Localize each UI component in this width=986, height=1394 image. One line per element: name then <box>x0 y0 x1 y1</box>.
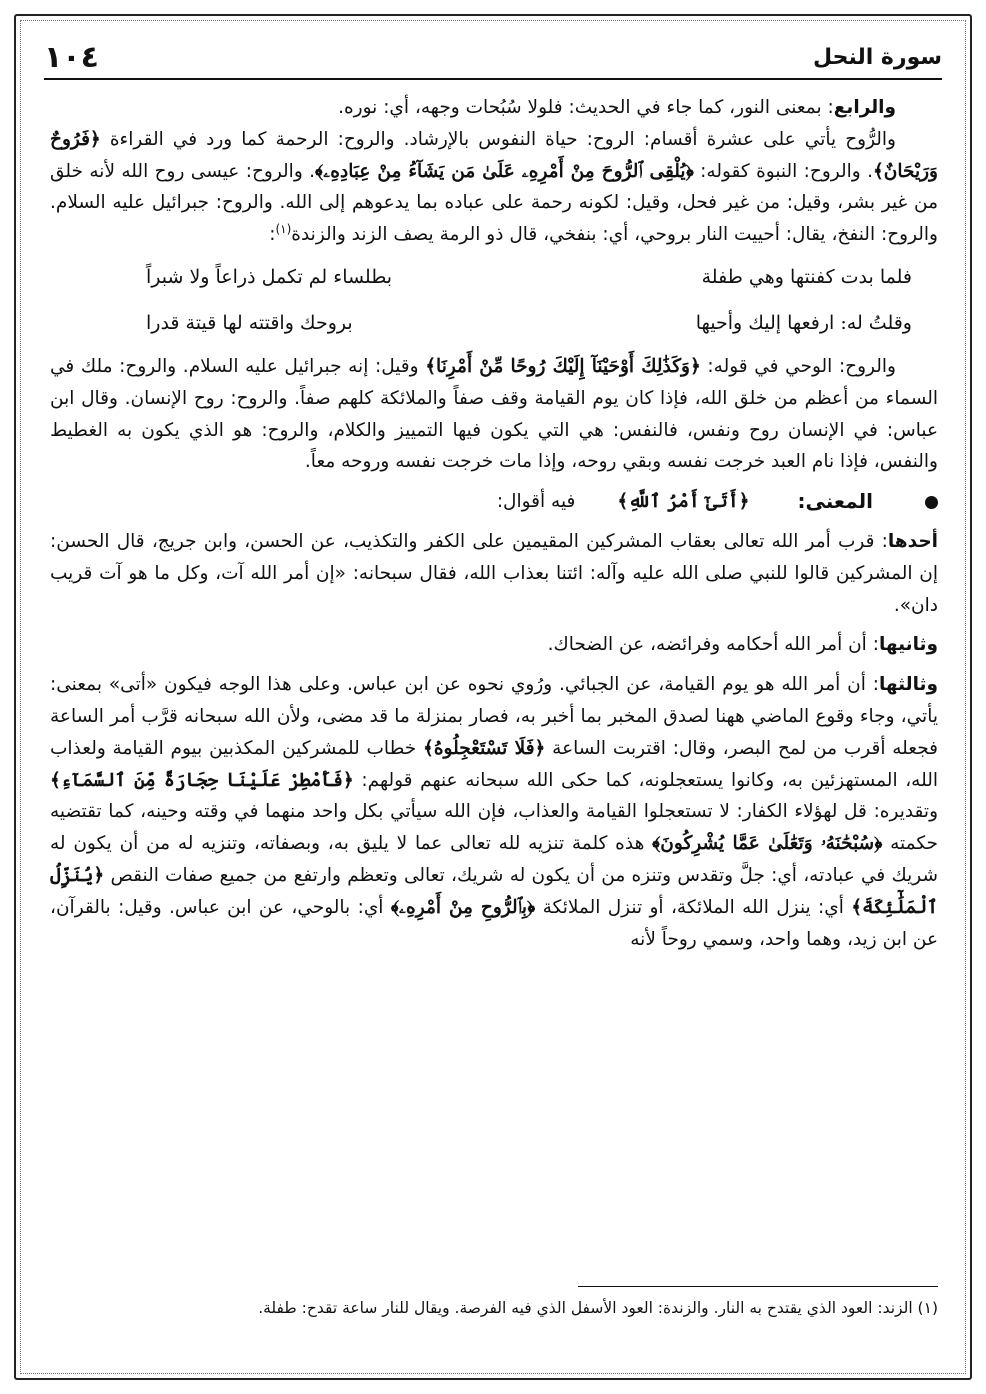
verse-hemistich-right: فلما بدت كفنتها وهي طفلة <box>701 265 912 288</box>
paragraph-first-opinion <box>50 526 938 621</box>
heading-rest: فيه أقوال: <box>496 491 576 513</box>
bullet-icon <box>925 496 938 509</box>
paragraph-text: : أن أمر الله أحكامه وفرائضه، عن الضحاك. <box>547 634 879 656</box>
paragraph-second-opinion <box>50 629 938 661</box>
quran-quote: ﴿فَلَا تَسْتَعْجِلُوهُ﴾ <box>422 737 546 759</box>
text-segment: خطاب للمشركين المكذبين بيوم القيامة ولعذاب الله، المستهزئين به، وكانوا يستعجلونه، كما حكى الله سبحانه عنهم قولهم: <box>50 737 939 791</box>
poetry-verse <box>50 303 938 343</box>
quran-quote: ﴿سُبْحَٰنَهُۥ وَتَعَٰلَىٰ عَمَّا يُشْرِكُونَ﴾ <box>652 833 883 855</box>
paragraph-ruh-meanings <box>50 124 938 251</box>
paragraph-ruh-revelation <box>50 351 938 478</box>
page-body <box>50 92 938 955</box>
poetry-verse <box>50 257 938 297</box>
verse-hemistich-right: وقلتُ له: ارفعها إليك وأحيها <box>695 311 912 334</box>
text-segment: وتقديره: قل لهؤلاء الكفار: لا تستعجلوا القيامة والعذاب، فإن الله سيأتي بكل واحد منهما في وقته وحينه، كما تقتضيه حكمته <box>50 801 938 855</box>
paragraph-label: وثالثها <box>878 674 938 696</box>
quran-quote: ﴿يُنَزِّلُ ٱلْمَلَٰٓئِكَةَ﴾ <box>50 864 939 918</box>
text-segment: . والروح: عيسى روح الله لأنه خلق من غير بشر، وقيل: من غير فحل، وقيل: لكونه رحمة على عباده بما يدعوهم إلى الله. والروح: جبرائيل عليه السلام. والروح: النفخ، يقال: أحييت النار بروحي، أي: بنفخي، قال ذو الرمة يصف الزند والزندة <box>50 160 938 246</box>
quran-quote: ﴿أَتَىٰٓ أَمْرُ ٱللَّهِ﴾ <box>617 491 750 513</box>
paragraph-third-opinion <box>50 669 938 955</box>
text-segment: أي: بالوحي، عن ابن عباس. وقيل: بالقرآن، عن ابن زيد، وهما واحد، وسمي روحاً لأنه <box>50 896 938 950</box>
paragraph-label: أحدها <box>887 530 938 552</box>
page-number: ١٠٤ <box>44 40 99 75</box>
text-segment: والروح: الوحي في قوله: <box>700 355 896 377</box>
quran-quote: ﴿بِٱلرُّوحِ مِنْ أَمْرِهِۦ﴾ <box>390 896 536 918</box>
surah-title: سورة النحل <box>812 45 942 70</box>
paragraph-text: : بمعنى النور، كما جاء في الحديث: فلولا سُبُحات وجهه، أي: نوره. <box>338 97 834 118</box>
paragraph-label: وثانيها <box>878 634 938 656</box>
footnote-reference: (١) <box>275 222 292 237</box>
quran-quote: ﴿فَرُوحٌ وَرَيْحَانٌ﴾ <box>50 128 938 182</box>
paragraph-text: : قرب أمر الله تعالى بعقاب المشركين المقيمين على الكفر والتكذيب، عن الحسن، وابن جريج، قال الحسن: إن المشركين قالوا للنبي صلى الله عليه وآله: ائتنا بعذاب الله، فقال سبحانه: «إن أمر الله آت، وكل ما هو آت قريب دان». <box>50 530 938 616</box>
text-segment: هذه كلمة تنزيه لله تعالى عما لا يليق به، وبصفاته، وتنزيه له من أن يكون له شريك في عبادته، أي: جلَّ وتقدس وتنزه من أن يكون له شريك، تعالى وتعظم وارتفع من جميع صفات النقص <box>50 833 938 886</box>
quran-quote: ﴿فَأَمْطِرْ عَلَيْنَا حِجَارَةً مِّنَ ٱلسَّمَآءِ﴾ <box>50 769 354 791</box>
footnote: (١) الزند: العود الذي يقتدح به النار. والزندة: العود الأسفل الذي فيه الفرصة. ويقال للنار ساعة تقدح: طفلة. <box>258 1299 938 1317</box>
heading-label: المعنى: <box>797 489 873 514</box>
text-segment: أي: ينزل الله الملائكة، أو تنزل الملائكة <box>535 896 852 918</box>
page-header <box>44 34 942 80</box>
text-segment: : <box>269 224 276 246</box>
text-segment: والرُّوح يأتي على عشرة أقسام: الروح: حياة النفوس بالإرشاد. والروح: الرحمة كما ورد في القراءة <box>100 128 896 150</box>
verse-hemistich-left: بطلساء لم تكمل ذراعاً ولا شبراً <box>146 265 393 288</box>
verse-hemistich-left: بروحك واقتته لها قيتة قدرا <box>146 311 353 334</box>
paragraph-fourth-meaning <box>50 92 938 124</box>
quran-quote: ﴿يُلْقِى ٱلرُّوحَ مِنْ أَمْرِهِۦ عَلَىٰ مَن يَشَآءُ مِنْ عِبَادِهِۦ﴾ <box>315 160 694 182</box>
quran-quote: ﴿وَكَذَٰلِكَ أَوْحَيْنَآ إِلَيْكَ رُوحًا مِّنْ أَمْرِنَا﴾ <box>425 355 701 377</box>
section-heading-meaning <box>50 486 938 518</box>
text-segment: . والروح: النبوة كقوله: <box>693 160 873 182</box>
footnote-separator <box>578 1286 938 1287</box>
text-segment: : أن أمر الله هو يوم القيامة، عن الجبائي. ورُوي نحوه عن ابن عباس. وعلى هذا الوجه فيكون «أتى» بمعنى: يأتي، وجاء وقوع الماضي ههنا لصدق المخبر بما أخبر به، فصار بمنزلة ما قد مضى، ولأن الله سبحانه قرَّب أمر الساعة فجعله أقرب من لمح البصر، وقال: اقتربت الساعة <box>50 674 939 759</box>
paragraph-label: والرابع <box>833 97 896 118</box>
text-segment: وقيل: إنه جبرائيل عليه السلام. والروح: ملك في السماء من أعظم من خلق الله، فإذا كان يوم القيامة وقف صفاً والملائكة كلهم صفاً. والروح: روح الإنسان. وقال ابن عباس: في الإنسان روح ونفس، فالنفس: هي التي يكون فيها التمييز والكلام، والروح: هو الذي يكون به الغطيط والنفس، فإذا نام العبد خرجت نفسه وبقي روحه، وإذا مات خرجت نفسه وروحه معاً. <box>50 355 938 473</box>
